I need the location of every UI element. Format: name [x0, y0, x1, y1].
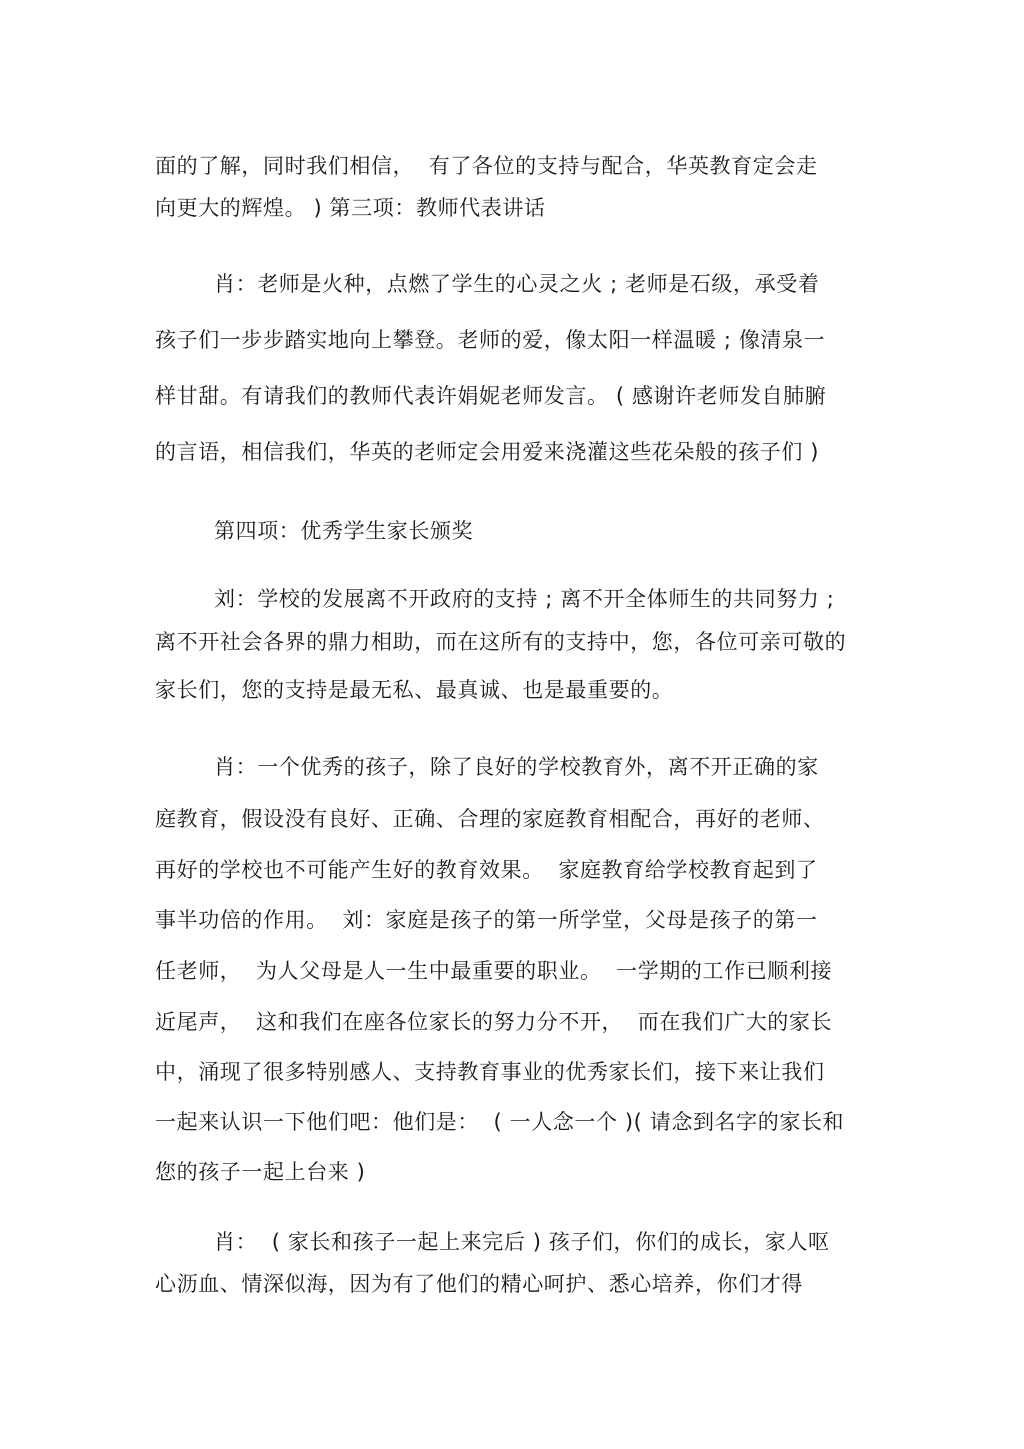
text-line: 近尾声， 这和我们在座各位家长的努力分不开， 而在我们广大的家长 [155, 1010, 833, 1034]
text-line: 事半功倍的作用。 刘：家庭是孩子的第一所学堂，父母是孩子的第一 [155, 908, 818, 932]
text-line: 样甘甜。有请我们的教师代表许娟妮老师发言。 ( 感谢许老师发自肺腑 [155, 384, 827, 408]
text-line: 中，涌现了很多特别感人、支持教育事业的优秀家长们，接下来让我们 [155, 1060, 825, 1084]
text-line: 家长们，您的支持是最无私、最真诚、也是最重要的。 [155, 678, 674, 702]
text-line: 肖：一个优秀的孩子，除了良好的学校教育外，离不开正确的家 [214, 755, 819, 779]
text-line: 孩子们一步步踏实地向上攀登。老师的爱，像太阳一样温暖 ; 像清泉一 [155, 328, 826, 352]
text-line: 一起来认识一下他们吧：他们是： ( 一人念一个 )( 请念到名字的家长和 [155, 1110, 845, 1134]
text-line: 任老师， 为人父母是人一生中最重要的职业。 一学期的工作已顺利接 [155, 959, 833, 983]
text-line: 庭教育，假设没有良好、正确、合理的家庭教育相配合，再好的老师、 [155, 807, 825, 831]
text-line: 的言语，相信我们，华英的老师定会用爱来浇灌这些花朵般的孩子们 ) [155, 440, 820, 464]
text-line: 刘：学校的发展离不开政府的支持 ; 离不开全体师生的共同努力 ; [214, 587, 835, 611]
text-line: 肖：老师是火种，点燃了学生的心灵之火 ; 老师是石级，承受着 [214, 272, 820, 296]
text-line: 离不开社会各界的鼎力相助，而在这所有的支持中，您，各位可亲可敬的 [155, 630, 847, 654]
text-line: 您的孩子一起上台来 ) [155, 1160, 366, 1184]
text-line: 向更大的辉煌。 ) 第三项：教师代表讲话 [155, 196, 546, 220]
section-heading: 第四项：优秀学生家长颁奖 [214, 519, 474, 543]
text-line: 肖： ( 家长和孩子一起上来完后 ) 孩子们，你们的成长，家人呕 [214, 1230, 830, 1254]
text-line: 再好的学校也不可能产生好的教育效果。 家庭教育给学校教育起到了 [155, 858, 818, 882]
text-line: 面的了解，同时我们相信， 有了各位的支持与配合，华英教育定会走 [155, 154, 818, 178]
text-line: 心沥血、情深似海，因为有了他们的精心呵护、悉心培养，你们才得 [155, 1272, 803, 1296]
